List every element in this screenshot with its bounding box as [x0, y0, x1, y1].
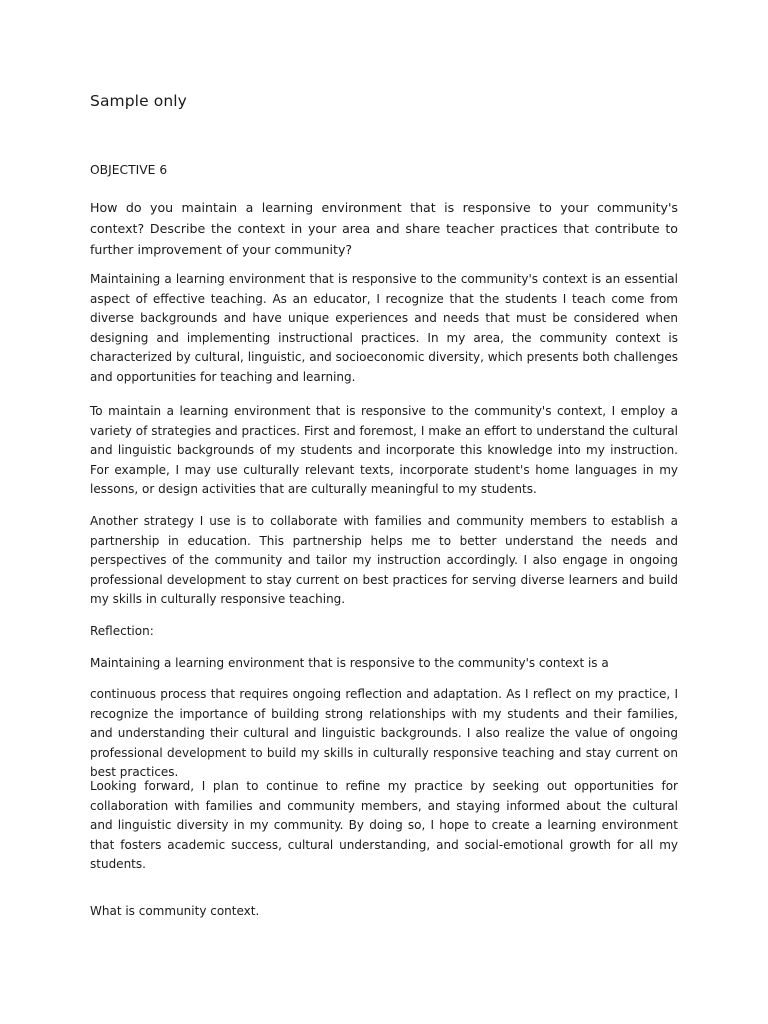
paragraph-looking-forward: Looking forward, I plan to continue to refine my practice by seeking out opportunities for collaboration with families and community members, and staying informed about the cultural and linguistic diversity in my community. By doing so, I hope to create a learning environment that fosters academic success, cultural understanding, and social-emotional growth for all my students.: [90, 779, 678, 872]
paragraph-collaboration: Another strategy I use is to collaborate with families and community members to establish a partnership in education. This partnership helps me to better understand the needs and perspectives of the community and tailor my instruction accordingly. I also engage in ongoing professional development to stay current on best practices for serving diverse learners and build my skills in culturally responsive teaching.: [90, 514, 678, 607]
paragraph-context: Maintaining a learning environment that is responsive to the community's context is an essential aspect of effective teaching. As an educator, I recognize that the students I teach come from diverse backgrounds and have unique experiences and needs that must be considered when designing and implementing instructional practices. In my area, the community context is characterized by cultural, linguistic, and socioeconomic diversity, which presents both challenges and opportunities for teaching and learning.: [90, 272, 678, 384]
objective-heading: OBJECTIVE 6: [90, 163, 168, 177]
paragraph-reflection: continuous process that requires ongoing reflection and adaptation. As I reflect on my practice, I recognize the importance of building strong relationships with my students and their families, and understanding their cultural and linguistic backgrounds. I also realize the value of ongoing professional development to build my skills in culturally responsive teaching and stay current on best practices.: [90, 687, 678, 780]
objective-question: How do you maintain a learning environment that is responsive to your community's context? Describe the context in your area and share teacher practices that contribute to further improvement of your community?: [90, 200, 678, 257]
reflection-heading: Reflection:: [90, 624, 154, 638]
paragraph-strategies: To maintain a learning environment that is responsive to the community's context, I employ a variety of strategies and practices. First and foremost, I make an effort to understand the cultural and linguistic backgrounds of my students and incorporate this knowledge into my instruction. For example, I may use culturally relevant texts, incorporate student's home languages in my lessons, or design activities that are culturally meaningful to my students.: [90, 404, 678, 497]
sample-title: Sample only: [90, 92, 187, 110]
closing-question: What is community context.: [90, 904, 260, 918]
reflection-intro: Maintaining a learning environment that is responsive to the community's context is a: [90, 656, 609, 670]
